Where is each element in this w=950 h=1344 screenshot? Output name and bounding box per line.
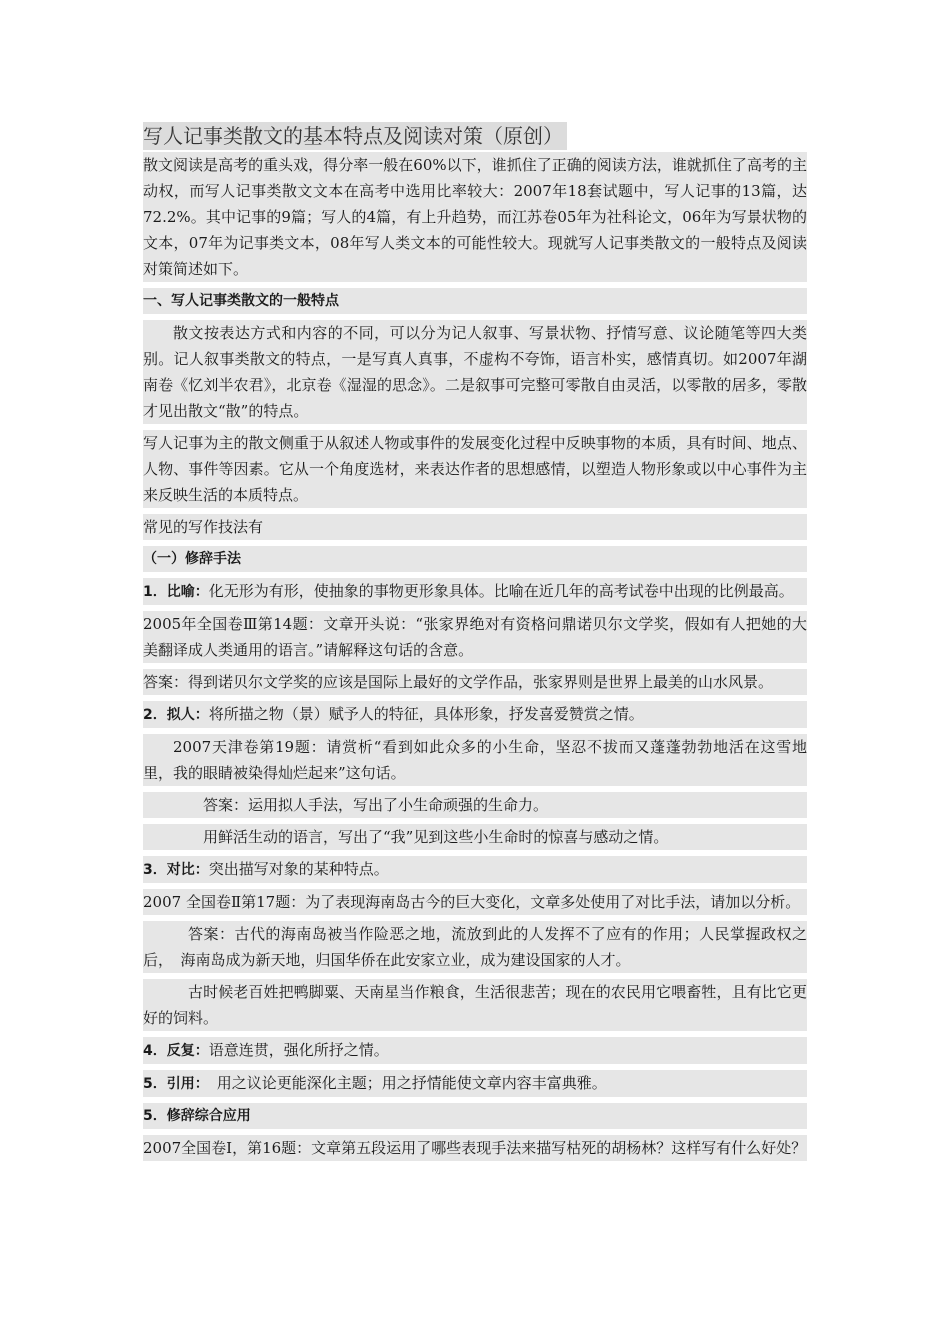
subsection1-heading: （一）修辞手法 (143, 546, 807, 572)
item1-paragraph (143, 578, 807, 605)
section1-paragraph-2: 写人记事为主的散文侧重于从叙述人物或事件的发展变化过程中反映事物的本质，具有时间、地点、人物、事件等因素。它从一个角度选材，来表达作者的思想感情，以塑造人物形象或以中心事件为主来反映生活的本质特点。 (143, 430, 807, 508)
item2-paragraph (143, 701, 807, 728)
item3-question: 2007 全国卷Ⅱ第17题：为了表现海南岛古今的巨大变化，文章多处使用了对比手法，请加以分析。 (143, 889, 807, 915)
item1-label: 1．比喻： (143, 584, 209, 600)
item3-text: 突出描写对象的某种特点。 (208, 860, 389, 878)
item1-answer: 答案：得到诺贝尔文学奖的应该是国际上最好的文学作品，张家界则是世界上最美的山水风景。 (143, 669, 807, 695)
item3-paragraph (143, 856, 807, 883)
document-body (143, 122, 807, 1167)
item6-question: 2007全国卷Ⅰ，第16题：文章第五段运用了哪些表现手法来描写枯死的胡杨林？这样写有什么好处？ (143, 1135, 807, 1161)
document-title: 写人记事类散文的基本特点及阅读对策（原创） (143, 122, 567, 150)
item2-answer-1: 答案：运用拟人手法，写出了小生命顽强的生命力。 (143, 792, 807, 818)
item5-text: 用之议论更能深化主题；用之抒情能使文章内容丰富典雅。 (201, 1074, 607, 1092)
item4-paragraph (143, 1037, 807, 1064)
item4-label: 4．反复： (143, 1043, 209, 1059)
item2-text: 将所描之物（景）赋予人的特征，具体形象，抒发喜爱赞赏之情。 (208, 705, 644, 723)
section1-paragraph-1: 散文按表达方式和内容的不同，可以分为记人叙事、写景状物、抒情写意、议论随笔等四大类别。记人叙事类散文的特点，一是写真人真事，不虚构不夸饰，语言朴实，感情真切。如2007年湖南卷《忆刘半农君》，北京卷《湿湿的思念》。二是叙事可完整可零散自由灵活，以零散的居多，零散才见出散文“散”的特点。 (143, 320, 807, 424)
item3-answer-1: 答案：古代的海南岛被当作险恶之地，流放到此的人发挥不了应有的作用；人民掌握政权之后， 海南岛成为新天地，归国华侨在此安家立业，成为建设国家的人才。 (143, 921, 807, 973)
title-row (143, 122, 807, 150)
item4-text: 语意连贯，强化所抒之情。 (208, 1041, 389, 1059)
item3-label: 3．对比： (143, 862, 209, 878)
item3-answer-2: 古时候老百姓把鸭脚粟、天南星当作粮食，生活很悲苦；现在的农民用它喂畜牲，且有比它更好的饲料。 (143, 979, 807, 1031)
techniques-intro: 常见的写作技法有 (143, 514, 807, 540)
section1-heading: 一、写人记事类散文的一般特点 (143, 288, 807, 314)
item2-label: 2．拟人： (143, 707, 209, 723)
item1-question: 2005年全国卷Ⅲ第14题：文章开头说：“张家界绝对有资格问鼎诺贝尔文学奖，假如有人把她的大美翻译成人类通用的语言。”请解释这句话的含意。 (143, 611, 807, 663)
item2-question: 2007天津卷第19题：请赏析“看到如此众多的小生命，坚忍不拔而又蓬蓬勃勃地活在这雪地里，我的眼睛被染得灿烂起来”这句话。 (143, 734, 807, 786)
item6-heading: 5．修辞综合应用 (143, 1103, 807, 1129)
item1-text: 化无形为有形，使抽象的事物更形象具体。比喻在近几年的高考试卷中出现的比例最高。 (208, 582, 794, 600)
item2-answer-2: 用鲜活生动的语言，写出了“我”见到这些小生命时的惊喜与感动之情。 (143, 824, 807, 850)
item5-paragraph (143, 1070, 807, 1097)
item5-label: 5．引用： (143, 1076, 202, 1092)
intro-paragraph: 散文阅读是高考的重头戏，得分率一般在60%以下，谁抓住了正确的阅读方法，谁就抓住了高考的主动权，而写人记事类散文文本在高考中选用比率较大：2007年18套试题中，写人记事的13篇，达72.2%。其中记事的9篇；写人的4篇，有上升趋势，而江苏卷05年为社科论文，06年为写景状物的文本，07年为记事类文本，08年写人类文本的可能性较大。现就写人记事类散文的一般特点及阅读对策简述如下。 (143, 152, 807, 282)
